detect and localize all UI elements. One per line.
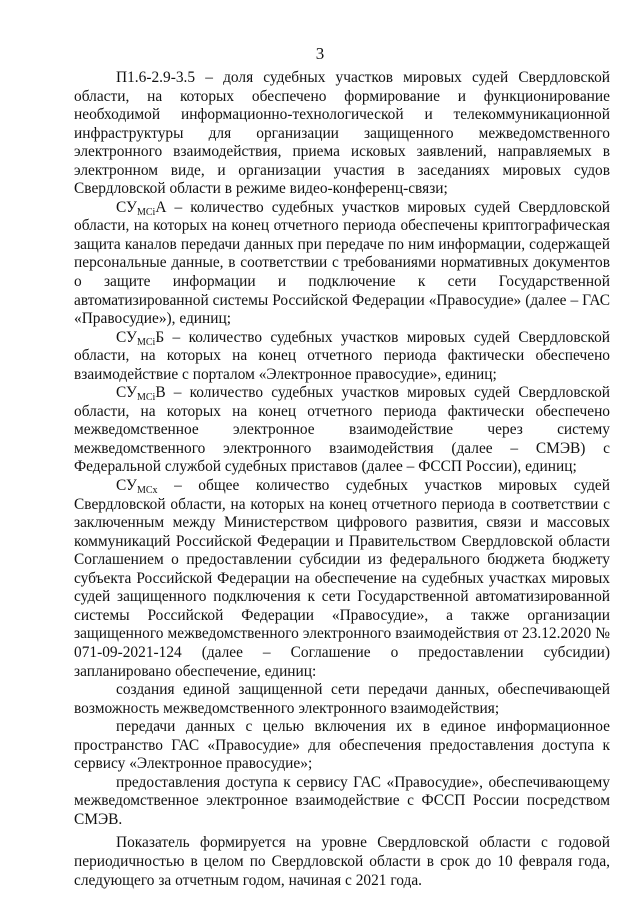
variable-definition: – количество судебных участков мировых судей Свердловской области, на которых на конец отчетного периода обеспечены криптографическая защита каналов передачи данных при передаче по ним информации, содержащей персональные данные, в соответствии с требованиями нормативных документов о защите информации и подключение к сети Государственной автоматизированной системы Российской Федерации «Правосудие» (далее – ГАС «Правосудие»), единиц; — [74, 198, 610, 328]
paragraph-indicator-definition: П1.6-2.9-3.5 – доля судебных участков мировых судей Свердловской области, на которых обеспечено формирование и функционирование необходимой информационно-технологической и телекоммуникационной инфраструктуры для организации защищенного межведомственного электронного взаимодействия, приема исковых заявлений, направляемых в электронном виде, и организации участия в заседаниях мировых судов Свердловской области в режиме видео-конференц-связи; — [74, 69, 610, 198]
variable-suffix: В — [155, 384, 166, 402]
variable-subscript: МСi — [136, 336, 156, 348]
variable-subscript: МСi — [136, 206, 156, 218]
variable-name: СУ — [116, 477, 137, 495]
variable-suffix: А — [155, 198, 167, 216]
page-number: 3 — [315, 44, 325, 63]
variable-name: СУ — [116, 328, 137, 346]
paragraph-list-item-network: создания единой защищенной сети передачи данных, обеспечивающей возможность межведомственного электронного взаимодействия; — [74, 681, 610, 717]
variable-name: СУ — [116, 198, 137, 216]
variable-subscript: МСi — [136, 392, 156, 404]
paragraph-variable-x — [74, 477, 610, 681]
paragraph-variable-v — [74, 384, 610, 477]
document-body — [74, 69, 610, 890]
paragraph-list-item-data-transfer: передачи данных с целью включения их в единое информационное пространство ГАС «Правосудие» для обеспечения предоставления доступа к сервису «Электронное правосудие»; — [74, 718, 610, 773]
variable-name: СУ — [116, 384, 137, 402]
paragraph-formation-note: Показатель формируется на уровне Свердловской области с годовой периодичностью в целом по Свердловской области в срок до 10 февраля года, следующего за отчетным годом, начиная с 2021 года. — [74, 834, 610, 889]
variable-definition: – количество судебных участков мировых судей Свердловской области, на которых на конец отчетного периода фактически обеспечено межведомственное электронное взаимодействие через систему межведомственного электронного взаимодействия (далее – СМЭВ) с Федеральной службой судебных приставов (далее – ФССП России), единиц; — [74, 384, 610, 476]
paragraph-variable-b — [74, 329, 610, 385]
paragraph-list-item-access: предоставления доступа к сервису ГАС «Правосудие», обеспечивающему межведомственное электронное взаимодействие с ФССП России посредством СМЭВ. — [74, 773, 610, 828]
variable-definition: – количество судебных участков мировых судей Свердловской области, на которых на конец отчетного периода фактически обеспечено взаимодействие с порталом «Электронное правосудие», единиц; — [74, 328, 610, 383]
variable-suffix: Б — [155, 328, 165, 346]
variable-definition: – общее количество судебных участков мировых судей Свердловской области, на которых на конец отчетного периода в соответствии с заключенным между Министерством цифрового развития, связи и массовых коммуникаций Российской Федерации и Правительством Свердловской области Соглашением о предоставлении субсидии из федерального бюджета бюджету субъекта Российской Федерации на обеспечение на судебных участках мировых судей защищенного подключения к сети Государственной автоматизированной системы Российской Федерации «Правосудие», а также организации защищенного межведомственного электронного взаимодействия от 23.12.2020 № 071-09-2021-124 (далее – Соглашение о предоставлении субсидии) запланировано обеспечение, единиц: — [74, 477, 610, 680]
paragraph-variable-a — [74, 199, 610, 329]
variable-subscript: МСх — [136, 485, 158, 497]
